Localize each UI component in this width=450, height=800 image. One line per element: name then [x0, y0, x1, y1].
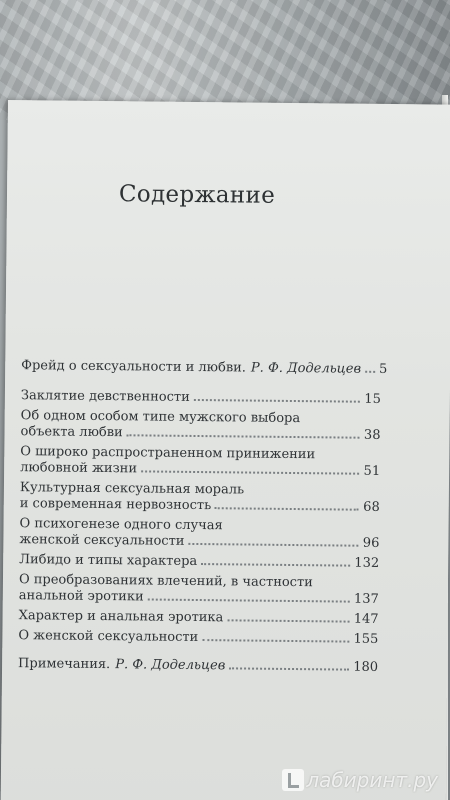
- toc-entry-title: анальной эротики: [18, 588, 144, 605]
- dot-leader: [194, 399, 361, 403]
- toc-entry-title: Примечания.: [18, 656, 111, 673]
- toc-entry: [19, 516, 379, 552]
- dot-leader: [365, 371, 375, 373]
- toc-entry-page: 132: [354, 555, 380, 571]
- toc-entry-title: объекта любви: [20, 424, 123, 441]
- toc-entry-page: 147: [353, 611, 379, 627]
- watermark-logo: [282, 768, 438, 792]
- page-title: Содержание: [118, 181, 276, 209]
- dot-leader: [188, 543, 358, 547]
- toc-entry-line: Культурная сексуальная мораль: [19, 480, 245, 498]
- toc-entry-page: 96: [362, 535, 380, 551]
- toc-entry-title: любовной жизни: [20, 460, 138, 477]
- toc-entry: [19, 552, 379, 572]
- dot-leader: [229, 667, 349, 670]
- toc-entry-title: Либидо и типы характера: [19, 552, 198, 570]
- dot-leader: [227, 619, 349, 622]
- toc-entry-author: Р. Ф. Додельцев: [250, 360, 362, 377]
- toc-entry-page: 180: [353, 659, 379, 675]
- toc-entry: [20, 444, 380, 480]
- toc-entry-line: О широко распространенном принижении: [20, 444, 316, 463]
- dot-leader: [215, 507, 359, 511]
- toc-entry: [21, 388, 381, 408]
- toc-entry-page: 68: [363, 499, 380, 515]
- toc-entry: [21, 358, 388, 378]
- dot-leader: [202, 639, 349, 643]
- toc-entry-title: Заклятие девственности: [20, 388, 190, 405]
- toc-entry: [19, 572, 379, 608]
- dot-leader: [148, 598, 350, 602]
- toc-entry-page: 15: [364, 391, 381, 407]
- toc-entry-line: О психогенезе одного случая: [19, 516, 223, 534]
- table-of-contents: [18, 358, 388, 680]
- dot-leader: [127, 434, 360, 438]
- toc-entry-line: О преобразованиях влечений, в частности: [18, 572, 313, 591]
- labirint-logo-icon: [282, 769, 304, 791]
- toc-entry: [18, 656, 378, 676]
- toc-entry: [18, 628, 378, 648]
- toc-entry: [20, 408, 380, 444]
- toc-entry: [20, 480, 380, 516]
- toc-entry-line: Об одном особом типе мужского выбора: [20, 408, 301, 427]
- watermark-text: лабиринт.ру: [306, 768, 438, 792]
- toc-entry-page: 51: [363, 463, 381, 479]
- dot-leader: [201, 563, 350, 567]
- dot-leader: [141, 470, 360, 474]
- toc-entry-page: 5: [378, 361, 388, 377]
- toc-entry: [19, 608, 379, 628]
- toc-entry-title: Фрейд о сексуальности и любви.: [21, 358, 247, 376]
- toc-entry-title: Характер и анальная эротика: [18, 608, 224, 626]
- toc-entry-author: Р. Ф. Додельцев: [115, 657, 226, 674]
- book-page: [0, 100, 450, 800]
- toc-entry-page: 155: [353, 631, 379, 647]
- toc-entry-title: женской сексуальности: [19, 532, 185, 549]
- toc-entry-title: О женской сексуальности: [18, 628, 199, 646]
- toc-entry-title: и современная нервозность: [19, 496, 212, 514]
- toc-entry-page: 38: [363, 427, 381, 443]
- toc-entry-page: 137: [353, 591, 379, 607]
